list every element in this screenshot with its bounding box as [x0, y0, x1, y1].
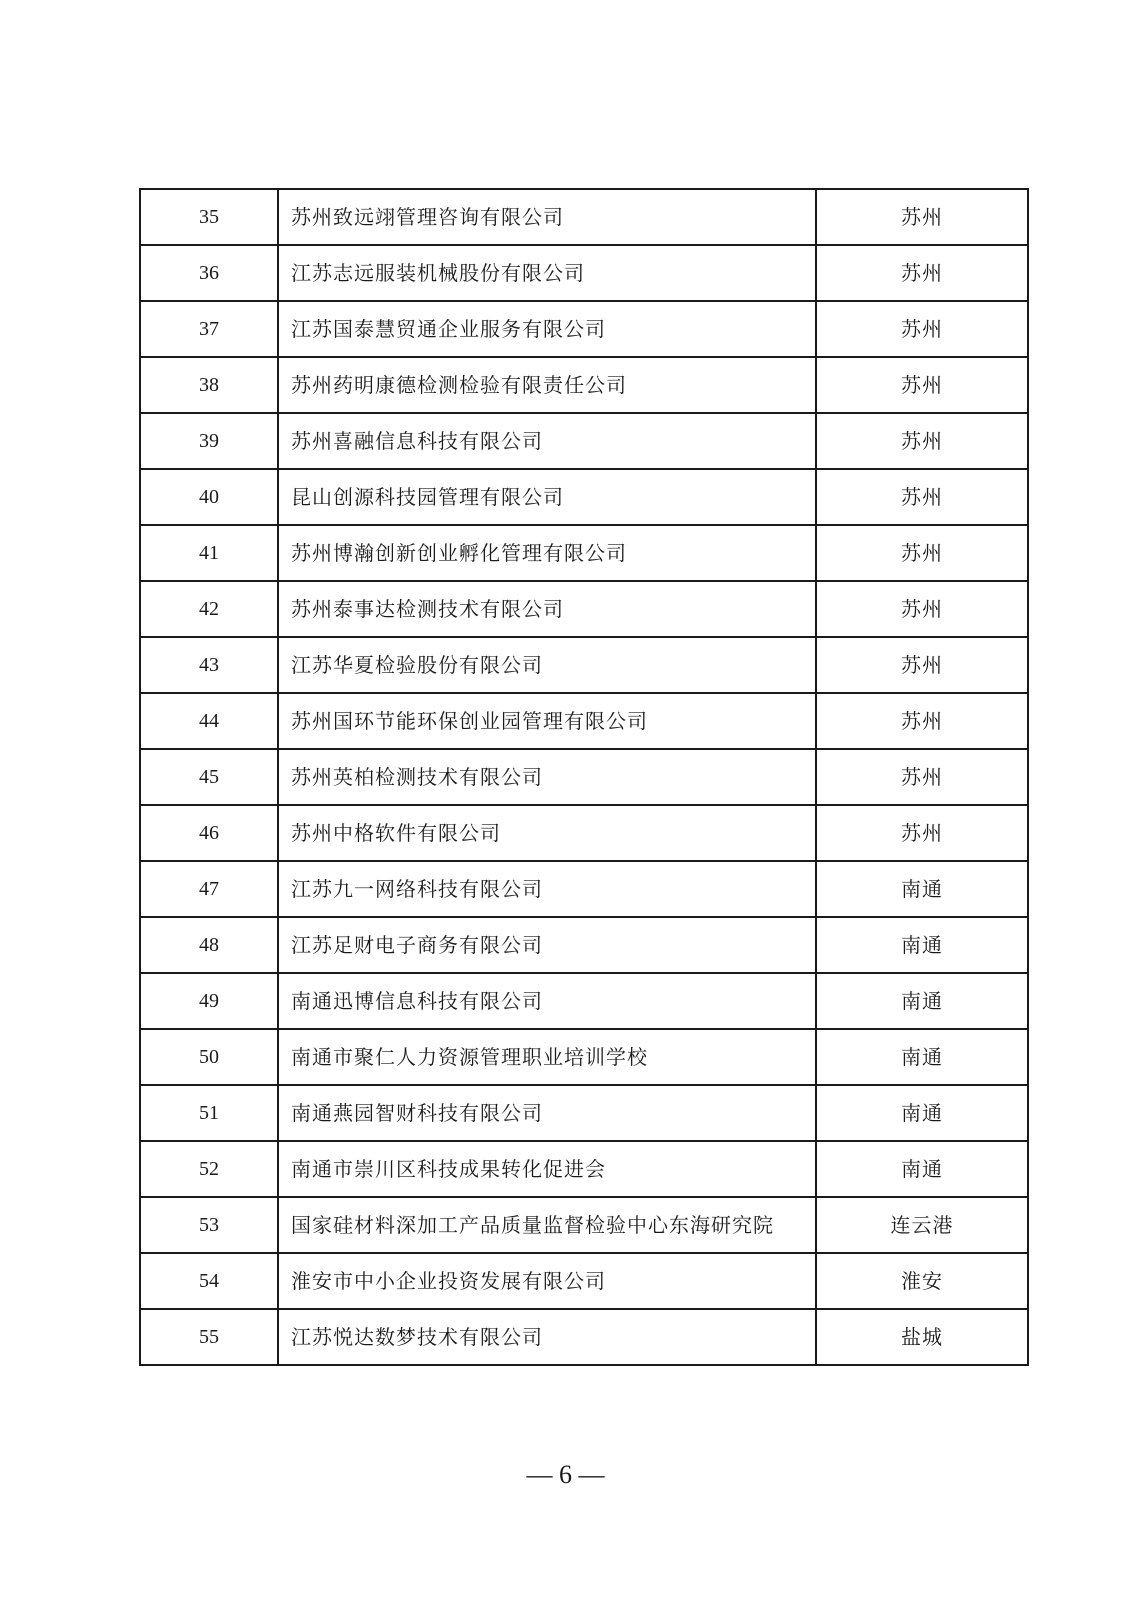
row-number: 43 [140, 637, 278, 693]
organization-name: 江苏九一网络科技有限公司 [278, 861, 816, 917]
table-row [140, 1253, 1028, 1309]
row-number: 46 [140, 805, 278, 861]
table-body [140, 189, 1028, 1365]
organization-name: 江苏华夏检验股份有限公司 [278, 637, 816, 693]
table-row [140, 861, 1028, 917]
table-row [140, 693, 1028, 749]
table-row [140, 581, 1028, 637]
organization-name: 国家硅材料深加工产品质量监督检验中心东海研究院 [278, 1197, 816, 1253]
row-number: 37 [140, 301, 278, 357]
organization-name: 南通市崇川区科技成果转化促进会 [278, 1141, 816, 1197]
organization-name: 苏州致远翊管理咨询有限公司 [278, 189, 816, 245]
organization-name: 苏州国环节能环保创业园管理有限公司 [278, 693, 816, 749]
row-number: 55 [140, 1309, 278, 1365]
organization-name: 南通燕园智财科技有限公司 [278, 1085, 816, 1141]
row-number: 52 [140, 1141, 278, 1197]
row-number: 42 [140, 581, 278, 637]
row-number: 50 [140, 1029, 278, 1085]
table-row [140, 749, 1028, 805]
organization-name: 南通迅博信息科技有限公司 [278, 973, 816, 1029]
table-row [140, 1141, 1028, 1197]
row-number: 45 [140, 749, 278, 805]
row-number: 53 [140, 1197, 278, 1253]
city-name: 南通 [816, 1029, 1028, 1085]
table-row [140, 1085, 1028, 1141]
city-name: 苏州 [816, 637, 1028, 693]
table-row [140, 637, 1028, 693]
city-name: 南通 [816, 1141, 1028, 1197]
organization-name: 江苏悦达数梦技术有限公司 [278, 1309, 816, 1365]
organization-name: 苏州英柏检测技术有限公司 [278, 749, 816, 805]
organization-name: 昆山创源科技园管理有限公司 [278, 469, 816, 525]
organization-table-container [139, 188, 1005, 1366]
row-number: 44 [140, 693, 278, 749]
row-number: 41 [140, 525, 278, 581]
table-row [140, 357, 1028, 413]
row-number: 36 [140, 245, 278, 301]
table-row [140, 1197, 1028, 1253]
row-number: 54 [140, 1253, 278, 1309]
table-row [140, 413, 1028, 469]
row-number: 48 [140, 917, 278, 973]
city-name: 苏州 [816, 581, 1028, 637]
table-row [140, 301, 1028, 357]
row-number: 39 [140, 413, 278, 469]
city-name: 苏州 [816, 413, 1028, 469]
city-name: 苏州 [816, 245, 1028, 301]
city-name: 连云港 [816, 1197, 1028, 1253]
organization-name: 江苏足财电子商务有限公司 [278, 917, 816, 973]
city-name: 南通 [816, 1085, 1028, 1141]
row-number: 47 [140, 861, 278, 917]
organization-name: 淮安市中小企业投资发展有限公司 [278, 1253, 816, 1309]
table-row [140, 973, 1028, 1029]
city-name: 淮安 [816, 1253, 1028, 1309]
table-row [140, 1309, 1028, 1365]
city-name: 苏州 [816, 189, 1028, 245]
city-name: 苏州 [816, 693, 1028, 749]
organization-table [139, 188, 1029, 1366]
organization-name: 江苏国泰慧贸通企业服务有限公司 [278, 301, 816, 357]
city-name: 苏州 [816, 805, 1028, 861]
city-name: 南通 [816, 917, 1028, 973]
city-name: 苏州 [816, 469, 1028, 525]
organization-name: 江苏志远服装机械股份有限公司 [278, 245, 816, 301]
table-row [140, 917, 1028, 973]
city-name: 苏州 [816, 525, 1028, 581]
organization-name: 苏州喜融信息科技有限公司 [278, 413, 816, 469]
table-row [140, 805, 1028, 861]
page-number: — 6 — [526, 1460, 605, 1489]
organization-name: 南通市聚仁人力资源管理职业培训学校 [278, 1029, 816, 1085]
row-number: 49 [140, 973, 278, 1029]
organization-name: 苏州药明康德检测检验有限责任公司 [278, 357, 816, 413]
row-number: 51 [140, 1085, 278, 1141]
organization-name: 苏州泰事达检测技术有限公司 [278, 581, 816, 637]
city-name: 苏州 [816, 301, 1028, 357]
row-number: 38 [140, 357, 278, 413]
row-number: 35 [140, 189, 278, 245]
table-row [140, 245, 1028, 301]
city-name: 南通 [816, 973, 1028, 1029]
city-name: 南通 [816, 861, 1028, 917]
row-number: 40 [140, 469, 278, 525]
table-row [140, 469, 1028, 525]
table-row [140, 525, 1028, 581]
city-name: 盐城 [816, 1309, 1028, 1365]
table-row [140, 1029, 1028, 1085]
city-name: 苏州 [816, 749, 1028, 805]
organization-name: 苏州博瀚创新创业孵化管理有限公司 [278, 525, 816, 581]
organization-name: 苏州中格软件有限公司 [278, 805, 816, 861]
table-row [140, 189, 1028, 245]
city-name: 苏州 [816, 357, 1028, 413]
